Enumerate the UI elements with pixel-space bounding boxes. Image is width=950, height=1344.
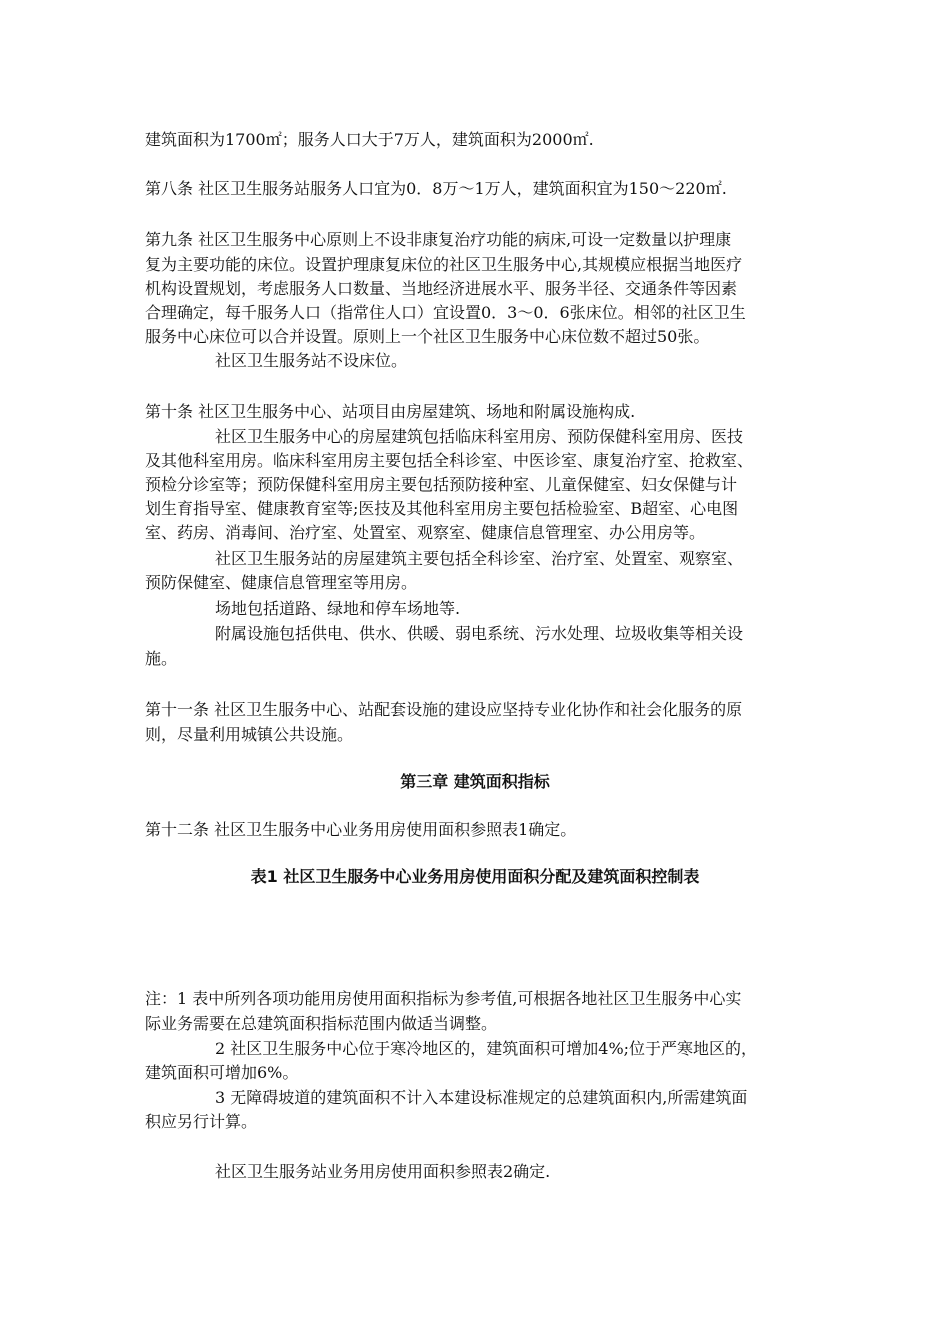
note-line: 3 无障碍坡道的建筑面积不计入本建设标准规定的总建筑面积内,所需建筑面 <box>215 1088 748 1107</box>
text-line: 机构设置规划，考虑服务人口数量、当地经济进展水平、服务半径、交通条件等因素 <box>145 279 738 298</box>
article-12: 第十二条 社区卫生服务中心业务用房使用面积参照表1确定。 <box>145 820 577 839</box>
text-line: 社区卫生服务站业务用房使用面积参照表2确定. <box>215 1162 551 1181</box>
article-10: 第十条 社区卫生服务中心、站项目由房屋建筑、场地和附属设施构成. <box>145 402 636 421</box>
text-line: 预检分诊室等；预防保健科室用房主要包括预防接种室、儿童保健室、妇女保健与计 <box>145 475 738 494</box>
text-line: 社区卫生服务站的房屋建筑主要包括全科诊室、治疗室、处置室、观察室、 <box>215 549 744 568</box>
text-line: 施。 <box>145 649 178 668</box>
article-11: 第十一条 社区卫生服务中心、站配套设施的建设应坚持专业化协作和社会化服务的原 <box>145 700 743 719</box>
text-line: 场地包括道路、绿地和停车场地等. <box>215 599 461 618</box>
text-line: 附属设施包括供电、供水、供暖、弱电系统、污水处理、垃圾收集等相关设 <box>215 624 744 643</box>
table-caption: 表1 社区卫生服务中心业务用房使用面积分配及建筑面积控制表 <box>250 867 700 886</box>
text-line: 社区卫生服务中心的房屋建筑包括临床科室用房、预防保健科室用房、医技 <box>215 427 744 446</box>
text-line: 合理确定，每千服务人口（指常住人口）宜设置0．3～0．6张床位。相邻的社区卫生 <box>145 303 746 322</box>
text-line: 际业务需要在总建筑面积指标范围内做适当调整。 <box>145 1014 498 1033</box>
text-line: 服务中心床位可以合并设置。原则上一个社区卫生服务中心床位数不超过50张。 <box>145 327 710 346</box>
text-line: 及其他科室用房。临床科室用房主要包括全科诊室、中医诊室、康复治疗室、抢救室、 <box>145 451 754 470</box>
text-line: 积应另行计算。 <box>145 1112 258 1131</box>
text-line: 室、药房、消毒间、治疗室、处置室、观察室、健康信息管理室、办公用房等。 <box>145 523 706 542</box>
text-line: 建筑面积为1700㎡；服务人口大于7万人，建筑面积为2000㎡. <box>145 130 594 149</box>
text-line: 预防保健室、健康信息管理室等用房。 <box>145 573 418 592</box>
text-line: 建筑面积可增加6%。 <box>145 1063 299 1082</box>
note-line: 2 社区卫生服务中心位于寒冷地区的，建筑面积可增加4%;位于严寒地区的， <box>215 1039 758 1058</box>
note-line: 注：1 表中所列各项功能用房使用面积指标为参考值,可根据各地社区卫生服务中心实 <box>145 989 742 1008</box>
text-line: 则，尽量利用城镇公共设施。 <box>145 725 354 744</box>
article-9: 第九条 社区卫生服务中心原则上不设非康复治疗功能的病床,可设一定数量以护理康 <box>145 230 732 249</box>
chapter-heading: 第三章 建筑面积指标 <box>400 772 550 791</box>
text-line: 划生育指导室、健康教育室等;医技及其他科室用房主要包括检验室、B超室、心电图 <box>145 499 739 518</box>
text-line: 复为主要功能的床位。设置护理康复床位的社区卫生服务中心,其规模应根据当地医疗 <box>145 255 743 274</box>
text-line: 社区卫生服务站不设床位。 <box>215 351 408 370</box>
article-8: 第八条 社区卫生服务站服务人口宜为0．8万～1万人，建筑面积宜为150～220㎡. <box>145 179 727 198</box>
